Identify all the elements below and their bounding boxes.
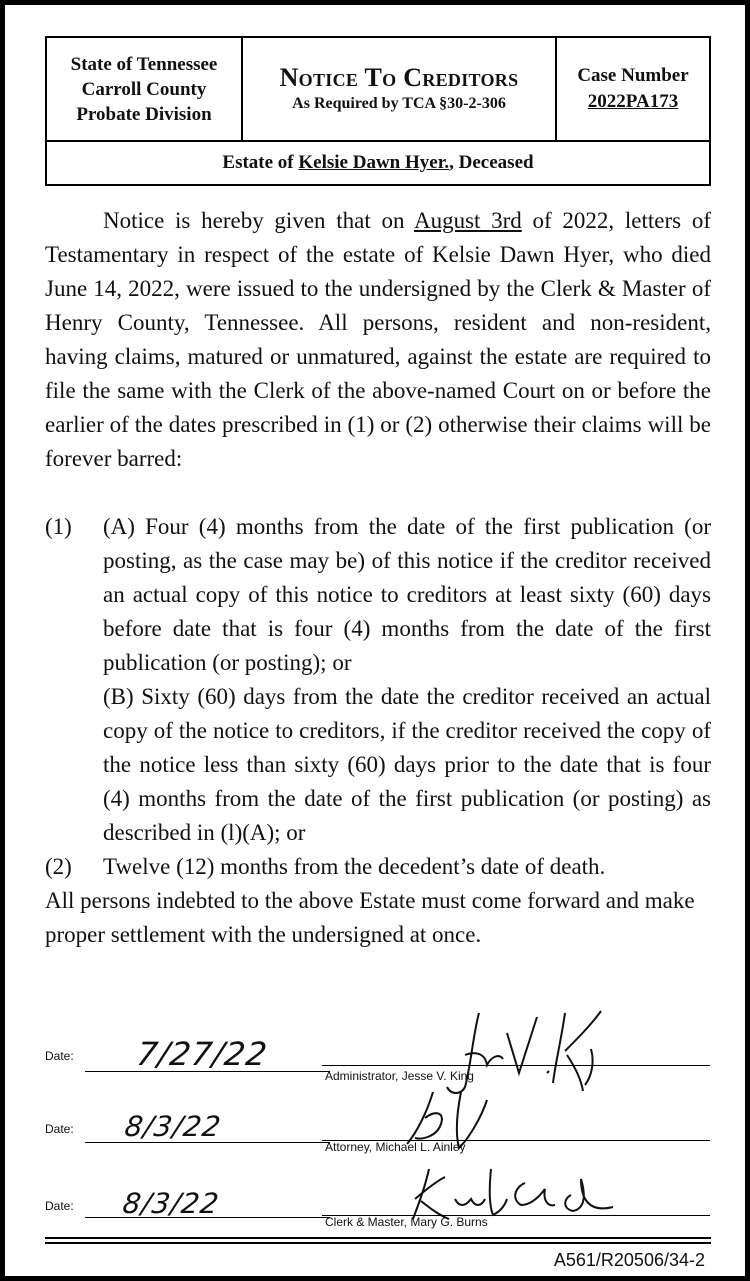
signature-row-clerk bbox=[45, 1167, 711, 1237]
case-cell bbox=[557, 38, 709, 140]
reference-code: A561/R20506/34-2 bbox=[553, 1250, 705, 1270]
date-label: Date: bbox=[45, 1122, 74, 1136]
handwritten-date: 8/3/22 bbox=[122, 1110, 224, 1143]
notice-body bbox=[45, 204, 711, 952]
closing-paragraph: All persons indebted to the above Estate must come forward and make proper settlement with the undersigned at once. bbox=[45, 888, 695, 947]
handwritten-date: 8/3/22 bbox=[120, 1187, 222, 1220]
court-county: Carroll County bbox=[81, 78, 207, 100]
date-label: Date: bbox=[45, 1049, 74, 1063]
item-1b: (B) Sixty (60) days from the date the creditor received an actual copy of the notice to creditors, if the creditor received the copy of the notice less than sixty (60) days prior to the date that is four (4) months from the date of the first publication (or posting) as described in (l)(A); or bbox=[103, 684, 711, 845]
court-division: Probate Division bbox=[76, 103, 212, 125]
date-line bbox=[85, 1071, 330, 1072]
signature-line bbox=[322, 1065, 710, 1066]
item-2: Twelve (12) months from the decedent’s date of death. bbox=[103, 854, 606, 879]
signer-role: Administrator, Jesse V. King bbox=[325, 1069, 474, 1083]
para1-start: Notice is hereby given that on bbox=[103, 208, 414, 233]
date-label: Date: bbox=[45, 1199, 74, 1213]
claim-deadlines bbox=[45, 510, 711, 884]
signer-role: Attorney, Michael L. Ainley bbox=[325, 1140, 466, 1154]
footer-rule bbox=[45, 1237, 711, 1239]
court-info bbox=[47, 38, 243, 140]
deadline-item bbox=[45, 510, 711, 850]
estate-prefix: Estate of bbox=[222, 152, 299, 173]
signer-role: Clerk & Master, Mary G. Burns bbox=[325, 1215, 488, 1229]
notice-header bbox=[45, 36, 711, 186]
signature-row-administrator bbox=[45, 1015, 711, 1085]
handwritten-date: 7/27/22 bbox=[134, 1035, 271, 1073]
estate-name: Kelsie Dawn Hyer. bbox=[298, 152, 450, 173]
para1-rest: of 2022, letters of Testamentary in respect of the estate of Kelsie Dawn Hyer, who died June 14, 2022, were issued to the undersigned by the Clerk & Master of Henry County, Tennessee. All persons, resident and non-resident, having claims, matured or unmatured, against the estate are required to file the same with the Clerk of the above-named Court on or before the earlier of the dates prescribed in (1) or (2) otherwise their claims will be forever barred: bbox=[45, 208, 711, 471]
title-cell bbox=[243, 38, 557, 140]
estate-suffix: , Deceased bbox=[449, 152, 534, 173]
item-number: (1) bbox=[45, 514, 72, 539]
signature-row-attorney bbox=[45, 1090, 711, 1160]
court-state: State of Tennessee bbox=[70, 53, 218, 75]
letters-date: August 3rd bbox=[413, 208, 522, 233]
footer-rule bbox=[45, 1242, 711, 1244]
date-line bbox=[85, 1142, 330, 1143]
item-1a: (A) Four (4) months from the date of the first publication (or posting, as the case may be) of this notice if the creditor received an actual copy of this notice to creditors at least sixty (60) days before date that is four (4) months from the date of the first publication (or posting); or bbox=[103, 514, 711, 675]
case-number: 2022PA173 bbox=[587, 91, 679, 112]
estate-line bbox=[47, 142, 709, 184]
notice-subtitle: As Required by TCA §30-2-306 bbox=[292, 95, 506, 112]
date-line bbox=[85, 1217, 330, 1218]
item-number: (2) bbox=[45, 854, 72, 879]
case-label: Case Number bbox=[577, 65, 689, 86]
notice-paragraph bbox=[45, 204, 711, 476]
deadline-item bbox=[45, 850, 711, 884]
notice-title: Notice To Creditors bbox=[279, 63, 519, 92]
